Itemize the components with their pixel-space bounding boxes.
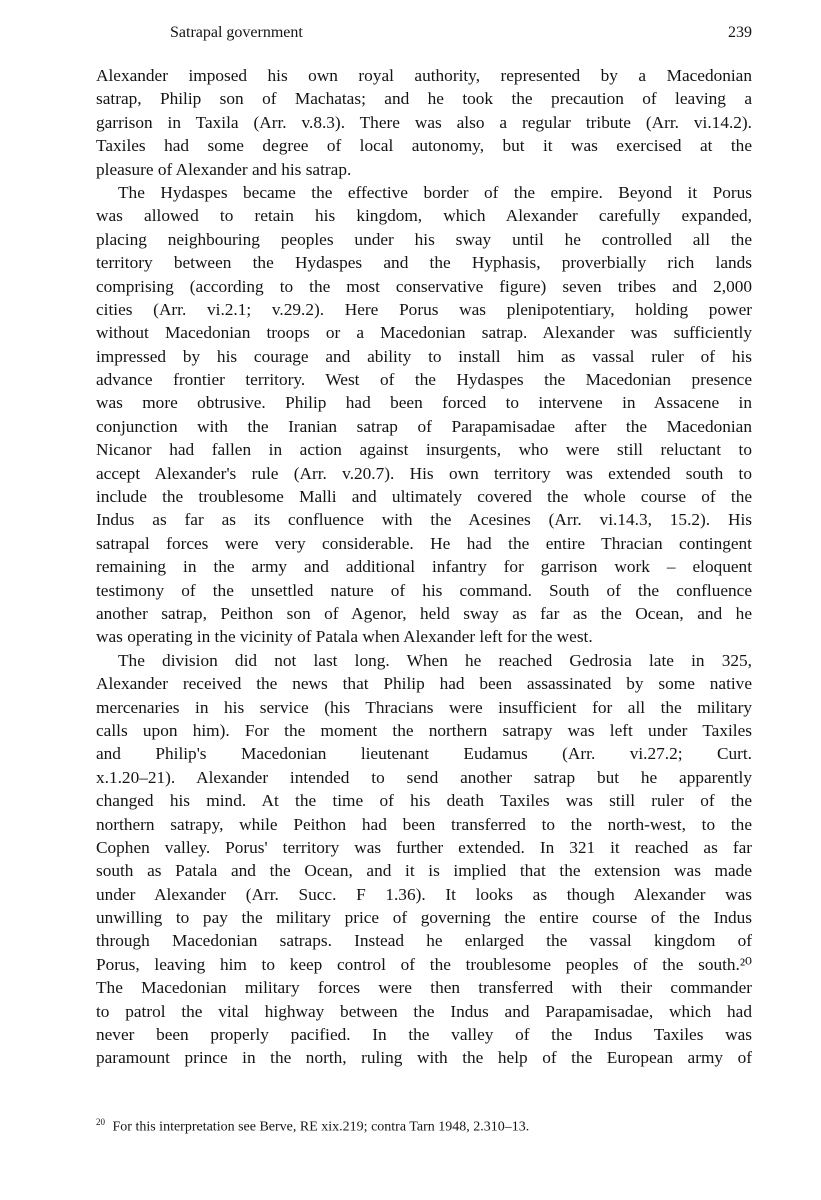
text-line: was operating in the vicinity of Patala when Alexander left for the west. — [96, 627, 593, 647]
text-line: calls upon him). For the moment the northern satrapy was left under Taxiles — [96, 720, 752, 740]
text-line: and Philip's Macedonian lieutenant Eudamus (Arr. vi.27.2; Curt. — [96, 744, 752, 764]
text-line: territory between the Hydaspes and the Hyphasis, proverbially rich lands — [96, 253, 752, 273]
text-line: through Macedonian satraps. Instead he enlarged the vassal kingdom of — [96, 931, 752, 951]
text-line: remaining in the army and additional infantry for garrison work – eloquent — [96, 557, 752, 577]
footnote — [96, 1112, 752, 1138]
footnote-number: 20 — [96, 1117, 105, 1127]
text-line: under Alexander (Arr. Succ. F 1.36). It looks as though Alexander was — [96, 884, 752, 904]
running-header — [170, 24, 752, 42]
text-line: changed his mind. At the time of his death Taxiles was still ruler of the — [96, 791, 752, 811]
chapter-title: Satrapal government — [170, 24, 303, 41]
text-line: Alexander imposed his own royal authority, represented by a Macedonian — [96, 66, 752, 85]
text-line: never been properly pacified. In the valley of the Indus Taxiles was — [96, 1025, 752, 1045]
text-line: comprising (according to the most conservative figure) seven tribes and 2,000 — [96, 276, 752, 296]
text-line: Porus, leaving him to keep control of the troublesome peoples of the south.²⁰ — [96, 954, 752, 974]
text-line: cities (Arr. vi.2.1; v.29.2). Here Porus was plenipotentiary, holding power — [96, 299, 752, 319]
text-line: accept Alexander's rule (Arr. v.20.7). His own territory was extended south to — [96, 463, 752, 483]
text-line: The Hydaspes became the effective border of the empire. Beyond it Porus — [118, 182, 752, 202]
text-line: satrap, Philip son of Machatas; and he took the precaution of leaving a — [96, 89, 752, 109]
text-line: testimony of the unsettled nature of his command. South of the confluence — [96, 580, 752, 600]
footnote-text: For this interpretation see Berve, RE xix.219; contra Tarn 1948, 2.310–13. — [112, 1119, 530, 1135]
text-line: conjunction with the Iranian satrap of Parapamisadae after the Macedonian — [96, 416, 752, 436]
text-line: garrison in Taxila (Arr. v.8.3). There was also a regular tribute (Arr. vi.14.2). — [96, 112, 752, 132]
text-line: x.1.20–21). Alexander intended to send another satrap but he apparently — [96, 767, 752, 787]
text-line: Taxiles had some degree of local autonomy, but it was exercised at the — [96, 136, 752, 156]
text-line: placing neighbouring peoples under his sway until he controlled all the — [96, 229, 752, 249]
body-text — [96, 64, 752, 1070]
text-line: Cophen valley. Porus' territory was further extended. In 321 it reached as far — [96, 837, 752, 857]
text-line: another satrap, Peithon son of Agenor, held sway as far as the Ocean, and he — [96, 603, 752, 623]
text-line: Indus as far as its confluence with the Acesines (Arr. vi.14.3, 15.2). His — [96, 510, 752, 530]
page-number: 239 — [728, 24, 752, 41]
text-line: The Macedonian military forces were then transferred with their commander — [96, 978, 752, 998]
text-line: Nicanor had fallen in action against insurgents, who were still reluctant to — [96, 440, 752, 460]
text-line: mercenaries in his service (his Thracians were insufficient for all the military — [96, 697, 752, 717]
text-line: was allowed to retain his kingdom, which Alexander carefully expanded, — [96, 206, 752, 226]
text-line: without Macedonian troops or a Macedonian satrap. Alexander was sufficiently — [96, 323, 752, 343]
text-line: advance frontier territory. West of the Hydaspes the Macedonian presence — [96, 370, 752, 390]
text-line: to patrol the vital highway between the Indus and Parapamisadae, which had — [96, 1001, 752, 1021]
text-line: Alexander received the news that Philip had been assassinated by some native — [96, 674, 752, 694]
text-line: unwilling to pay the military price of governing the entire course of the Indus — [96, 908, 752, 928]
text-line: pleasure of Alexander and his satrap. — [96, 159, 352, 179]
text-line: northern satrapy, while Peithon had been transferred to the north-west, to the — [96, 814, 752, 834]
text-line: The division did not last long. When he reached Gedrosia late in 325, — [118, 650, 752, 670]
text-line: paramount prince in the north, ruling with the help of the European army of — [96, 1048, 752, 1068]
text-line: impressed by his courage and ability to install him as vassal ruler of his — [96, 346, 752, 366]
text-line: include the troublesome Malli and ultimately covered the whole course of the — [96, 487, 752, 507]
text-line: south as Patala and the Ocean, and it is implied that the extension was made — [96, 861, 752, 881]
text-line: was more obtrusive. Philip had been forced to intervene in Assacene in — [96, 393, 752, 413]
text-line: satrapal forces were very considerable. He had the entire Thracian contingent — [96, 533, 752, 553]
